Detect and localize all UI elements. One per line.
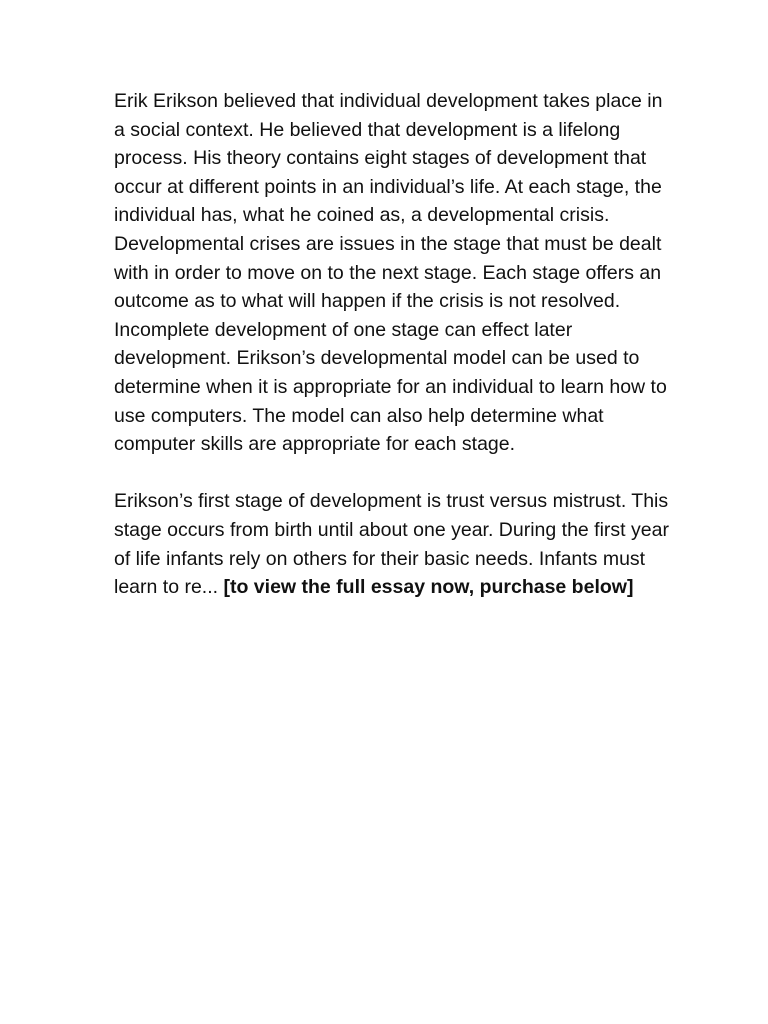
paragraph-3-text: Erikson’s first stage of development is trust versus mistrust. This stage occurs from birth until about one year. During the first year of life infants rely on others for their basic needs. Infants must learn to re... xyxy=(114,490,669,599)
paywall-notice: [to view the full essay now, purchase below] xyxy=(223,576,634,599)
paragraph-1: Erik Erikson believed that individual development takes place in a social context. He believed that development is a lifelong process. His theory contains eight stages of development that occur at different points in an individual’s life. At each stage, the individual has, what he coined as, a developmental crisis. Developmental crises are issues in the stage that must be dealt with in order to move on to the next stage. Each stage offers an outcome as to what will happen if the crisis is not resolved. xyxy=(114,90,663,313)
essay-preview xyxy=(114,87,674,602)
paragraph-2: Incomplete development of one stage can effect later development. Erikson’s developmental model can be used to determine when it is appropriate for an individual to learn how to use computers. The model can also help determine what computer skills are appropriate for each stage. xyxy=(114,318,667,456)
paragraph-spacer xyxy=(114,459,674,488)
paragraph-3 xyxy=(114,487,674,601)
